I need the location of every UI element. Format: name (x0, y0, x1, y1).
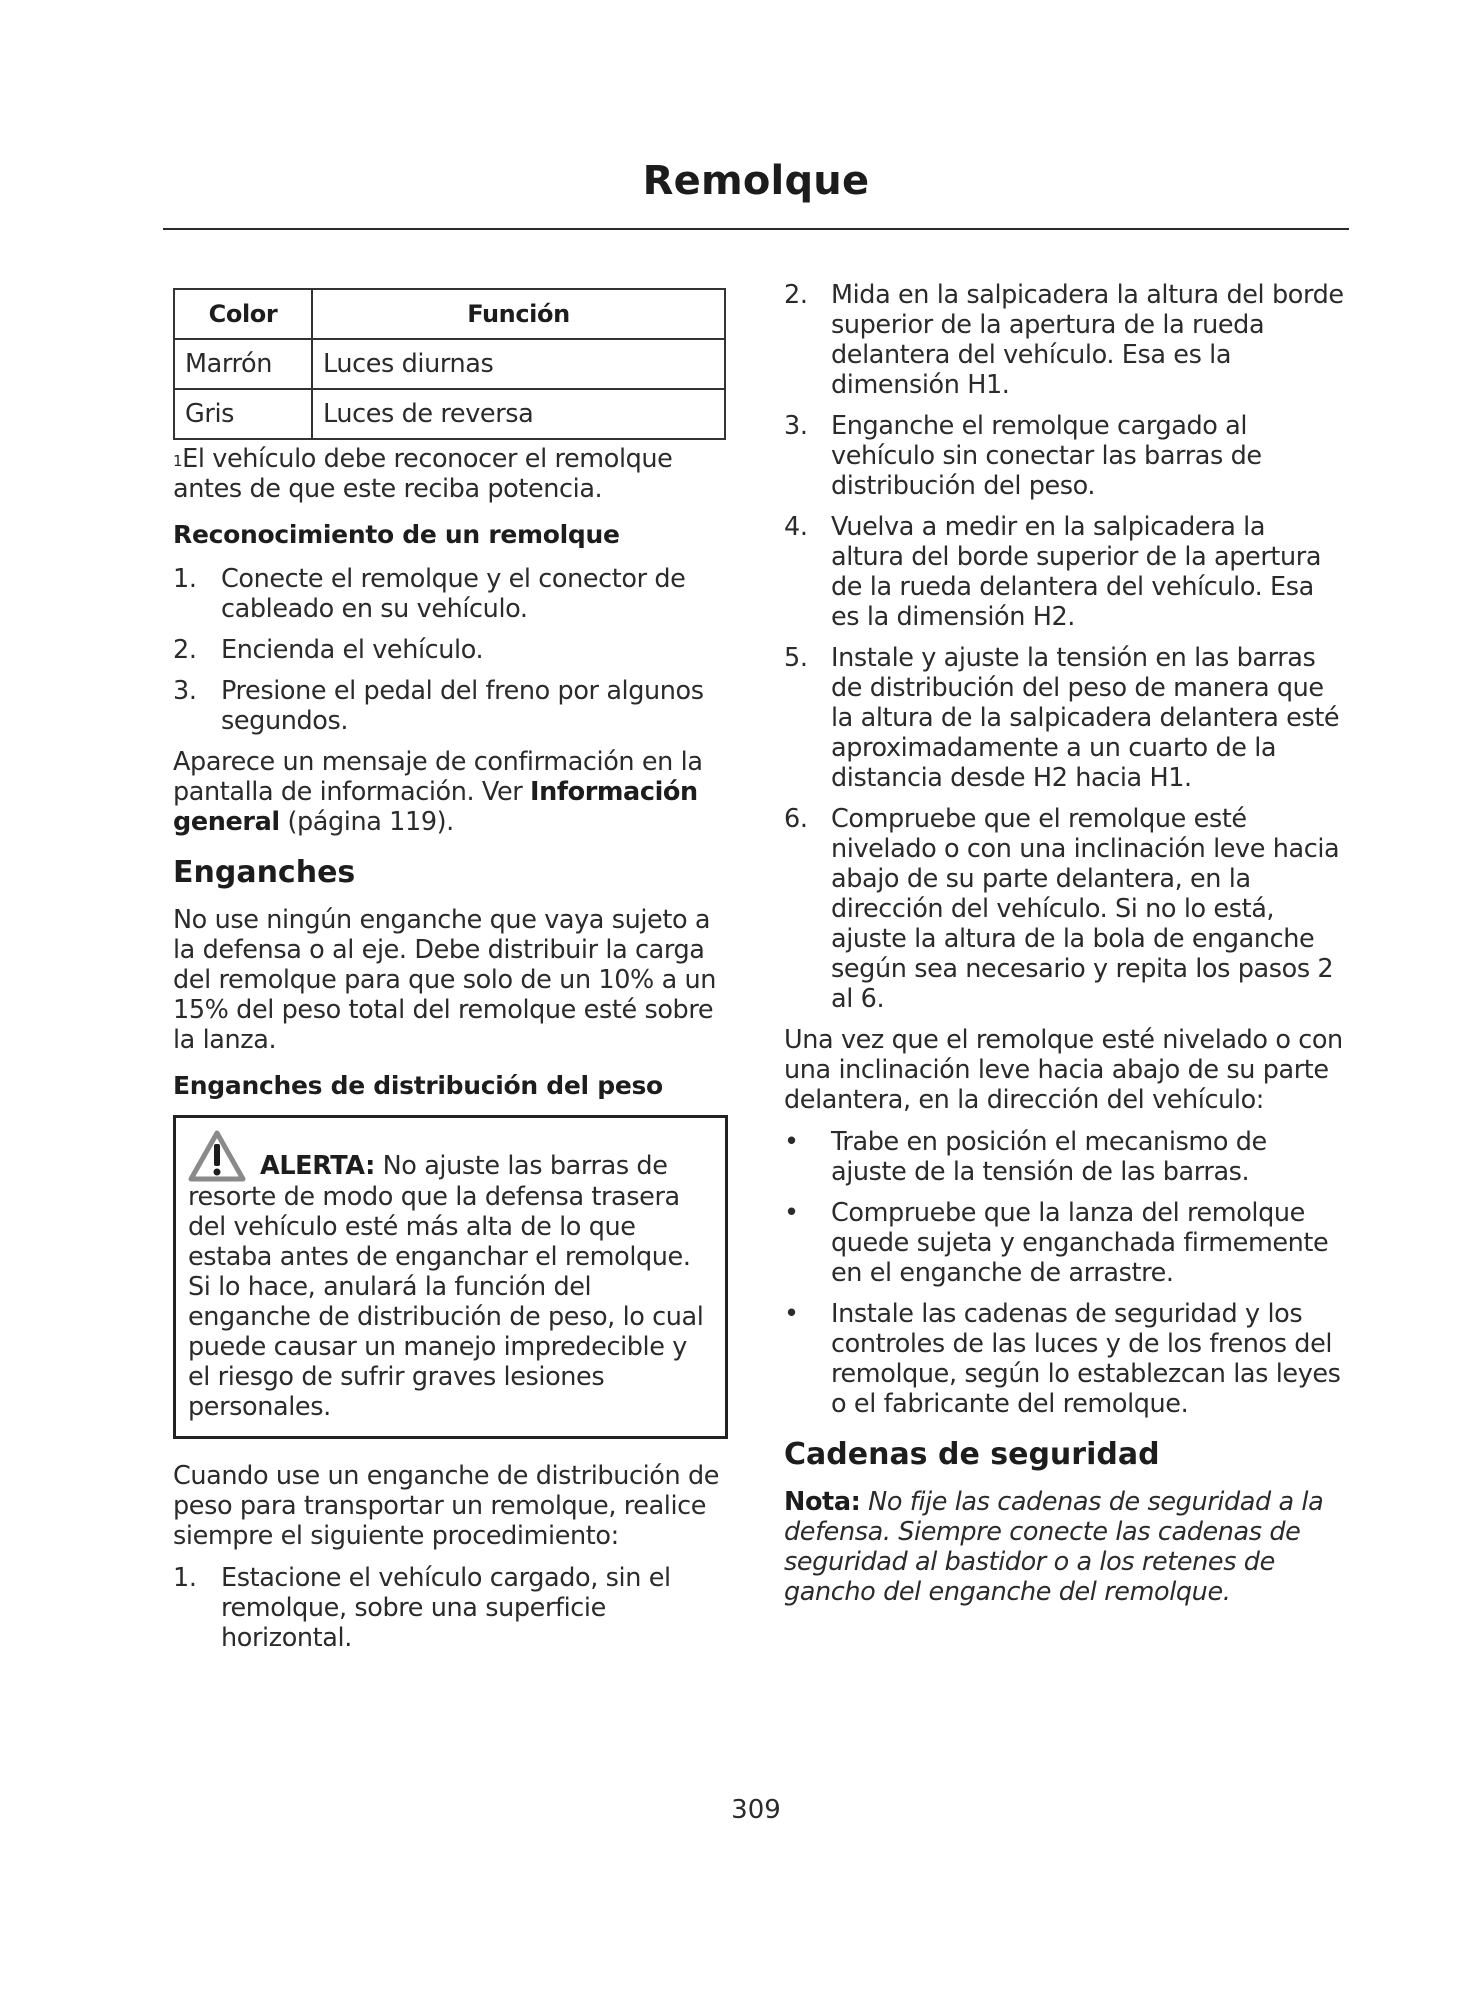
title-divider (163, 228, 1349, 230)
page-title: Remolque (642, 158, 870, 204)
left-column (173, 280, 729, 1664)
warning-triangle-icon (188, 1130, 246, 1182)
bullet-icon: • (784, 1198, 799, 1228)
weight-distribution-heading: Enganches de distribución del peso (173, 1071, 663, 1100)
step-number: 2. (173, 635, 197, 665)
bullet-text: Trabe en posición el mecanismo de ajuste de la tensión de las barras. (831, 1127, 1267, 1187)
confirmation-text: Aparece un mensaje de confirmación en la pantalla de información. Ver (173, 747, 703, 807)
list-item (784, 1299, 1344, 1419)
step-text: Mida en la salpicadera la altura del borde superior de la apertura de la rueda delantera del vehículo. Esa es la dimensión H1. (831, 280, 1344, 400)
alert-text: No ajuste las barras de resorte de modo que la defensa trasera del vehículo esté más alta de lo que estaba antes de enganchar el remolque. Si lo hace, anulará la función del enganche de distribución de peso, lo cual puede causar un manejo impredecible y el riesgo de sufrir graves lesiones personales. (188, 1151, 704, 1422)
list-item (784, 280, 1344, 400)
step-number: 1. (173, 564, 197, 594)
note-text: No fije las cadenas de seguridad a la defensa. Siempre conecte las cadenas de seguridad al bastidor o a los retenes de gancho del enganche del remolque. (784, 1487, 1324, 1607)
bullet-text: Instale las cadenas de seguridad y los controles de las luces y de los frenos del remolque, según lo establezcan las leyes o el fabricante del remolque. (831, 1299, 1341, 1419)
step-number: 3. (784, 411, 808, 441)
bullet-icon: • (784, 1299, 799, 1329)
list-item (784, 1127, 1344, 1187)
list-item (784, 1198, 1344, 1288)
list-item (784, 411, 1344, 501)
step-number: 3. (173, 676, 197, 706)
footnote-text: El vehículo debe reconocer el remolque antes de que este reciba potencia. (173, 444, 673, 504)
alert-label: ALERTA: (260, 1151, 375, 1181)
confirmation-paragraph (173, 747, 729, 837)
list-item (173, 635, 729, 665)
list-item (173, 564, 729, 624)
page-number: 309 (731, 1795, 781, 1825)
table-row (174, 389, 725, 439)
step-text: Enganche el remolque cargado al vehículo sin conectar las barras de distribución del peso. (831, 411, 1262, 501)
table-header-function: Función (312, 289, 725, 339)
after-leveling-bullets (784, 1127, 1344, 1419)
cross-reference-link[interactable]: Información general (173, 777, 698, 837)
procedure-steps-right (784, 280, 1344, 1014)
step-number: 5. (784, 643, 808, 673)
table-header-color: Color (174, 289, 312, 339)
table-cell-color: Gris (174, 389, 312, 439)
step-text: Presione el pedal del freno por algunos segundos. (221, 676, 704, 736)
table-row (174, 339, 725, 389)
list-item (173, 1563, 729, 1653)
table-header-row (174, 289, 725, 339)
step-text: Encienda el vehículo. (221, 635, 484, 665)
step-number: 4. (784, 512, 808, 542)
list-item (173, 676, 729, 736)
cross-reference-page: (página 119). (279, 807, 454, 837)
step-text: Vuelva a medir en la salpicadera la altura del borde superior de la apertura de la rueda delantera del vehículo. Esa es la dimensión H2. (831, 512, 1322, 632)
safety-chains-heading: Cadenas de seguridad (784, 1437, 1160, 1472)
wire-color-table (173, 288, 726, 440)
table-cell-function: Luces de reversa (312, 389, 725, 439)
alert-box (173, 1115, 728, 1439)
step-text: Compruebe que el remolque esté nivelado o con una inclinación leve hacia abajo de su parte delantera, en la dirección del vehículo. Si no lo está, ajuste la altura de la bola de enganche según sea necesario y repita los pasos 2 al 6. (831, 804, 1340, 1014)
bullet-icon: • (784, 1127, 799, 1157)
step-number: 1. (173, 1563, 197, 1593)
bullet-text: Compruebe que la lanza del remolque quede sujeta y enganchada firmemente en el enganche de arrastre. (831, 1198, 1329, 1288)
note-label: Nota: (784, 1487, 861, 1517)
right-column (784, 280, 1344, 1619)
list-item (784, 643, 1344, 793)
table-cell-function: Luces diurnas (312, 339, 725, 389)
table-cell-color: Marrón (174, 339, 312, 389)
list-item (784, 512, 1344, 632)
safety-chains-note (784, 1487, 1344, 1607)
step-number: 6. (784, 804, 808, 834)
hitches-heading: Enganches (173, 855, 356, 890)
step-text: Conecte el remolque y el conector de cableado en su vehículo. (221, 564, 686, 624)
recognition-steps (173, 564, 729, 736)
after-leveling-paragraph: Una vez que el remolque esté nivelado o con una inclinación leve hacia abajo de su parte delantera, en la dirección del vehículo: (784, 1025, 1343, 1115)
list-item (784, 804, 1344, 1014)
table-footnote (173, 444, 729, 504)
recognition-heading: Reconocimiento de un remolque (173, 520, 620, 549)
hitches-paragraph: No use ningún enganche que vaya sujeto a la defensa o al eje. Debe distribuir la carga del remolque para que solo de un 10% a un 15% del peso total del remolque esté sobre la lanza. (173, 905, 717, 1055)
step-text: Instale y ajuste la tensión en las barras de distribución del peso de manera que la altura de la salpicadera delantera esté aproximadamente a un cuarto de la distancia desde H2 hacia H1. (831, 643, 1340, 793)
procedure-steps-left (173, 1563, 729, 1653)
step-text: Estacione el vehículo cargado, sin el remolque, sobre una superficie horizontal. (221, 1563, 671, 1653)
step-number: 2. (784, 280, 808, 310)
procedure-intro: Cuando use un enganche de distribución de peso para transportar un remolque, realice siempre el siguiente procedimiento: (173, 1461, 720, 1551)
footnote-marker: 1 (173, 452, 183, 470)
